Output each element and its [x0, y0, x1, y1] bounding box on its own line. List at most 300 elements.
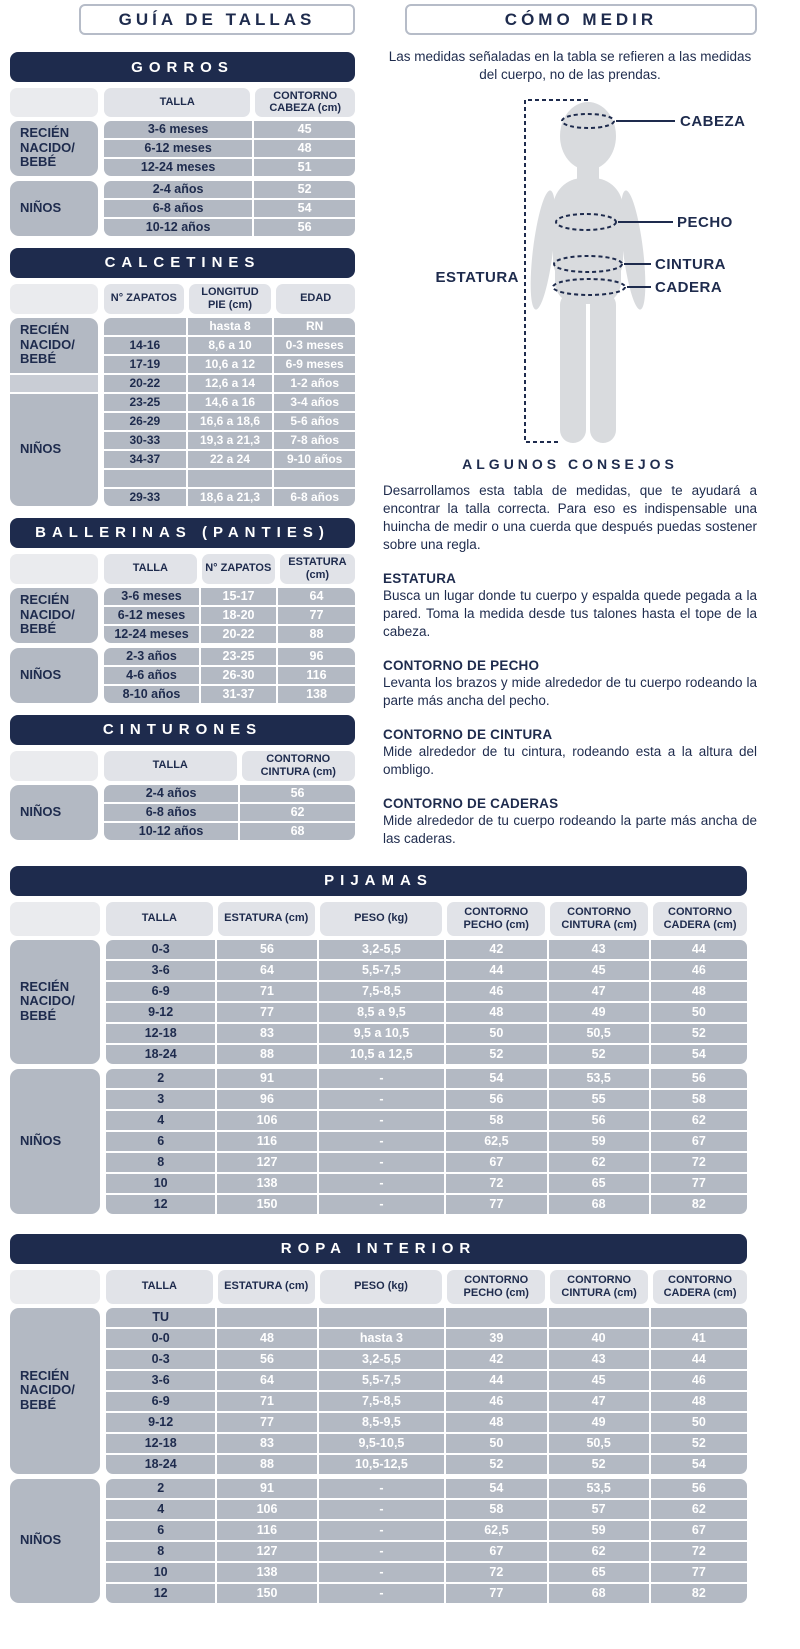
table-row — [104, 159, 355, 176]
tip-heading: CONTORNO DE CINTURA — [383, 727, 553, 743]
ropa-interior-section — [10, 1234, 747, 1603]
table-group — [10, 648, 355, 703]
consejos-text: Desarrollamos esta tabla de medidas, que te ayudará a encontrar la talla correcta. Para eso es indispensable una huincha de medir o una cuerda que después puedas sostener sobre una regla. — [383, 483, 757, 553]
table-cell: 9-10 años — [274, 451, 355, 468]
table-cell: 23-25 — [201, 648, 276, 665]
table-cell: 4 — [106, 1111, 215, 1130]
tip-text: Mide alrededor de tu cuerpo rodeando la parte más ancha de las caderas. — [383, 812, 757, 846]
group-label: RECIÉN NACIDO/ BEBÉ — [10, 1308, 100, 1474]
table-cell — [319, 1308, 445, 1327]
table-row — [106, 1195, 747, 1214]
tip-text: Busca un lugar donde tu cuerpo y espalda quede pegada a la pared. Toma la medida desde tus talones hasta el tope de la cabeza. — [383, 588, 757, 640]
table-cell: 72 — [446, 1563, 546, 1582]
table-cell: 82 — [651, 1584, 747, 1603]
row-group-labels — [10, 1308, 100, 1474]
table-row — [106, 1003, 747, 1022]
table-cell: 77 — [651, 1174, 747, 1193]
table-cell: - — [319, 1132, 445, 1151]
table-cell: 50,5 — [549, 1024, 649, 1043]
table-cell: 29-33 — [104, 489, 186, 506]
table-row — [104, 648, 355, 665]
table-cell: 47 — [549, 982, 649, 1001]
table-row — [104, 356, 355, 373]
table-cell: 56 — [549, 1111, 649, 1130]
table-cell: 62 — [549, 1153, 649, 1172]
table-row — [104, 588, 355, 605]
column-header: CONTORNO PECHO (cm) — [447, 1270, 545, 1304]
table-header-cells — [106, 1270, 747, 1304]
table-corner-cell — [10, 88, 98, 117]
table-cell: 48 — [254, 140, 355, 157]
table-cell: - — [319, 1563, 445, 1582]
tip-text: Mide alrededor de tu cintura, rodeando esta a la altura del ombligo. — [383, 744, 757, 777]
table-cell: 3 — [106, 1090, 215, 1109]
row-group-rows — [106, 1308, 747, 1474]
table-row — [104, 200, 355, 217]
table-cell: 56 — [651, 1479, 747, 1498]
table-row — [106, 961, 747, 980]
table-cell: 3,2-5,5 — [319, 940, 445, 959]
table-cell: 5,5-7,5 — [319, 961, 445, 980]
table-cell: 3-6 meses — [104, 588, 199, 605]
column-header: CONTORNO CADERA (cm) — [653, 1270, 747, 1304]
table-row — [106, 1434, 747, 1453]
table-cell: 18,6 a 21,3 — [188, 489, 273, 506]
column-header: TALLA — [104, 751, 237, 781]
table-cell: 6 — [106, 1132, 215, 1151]
top-section — [10, 4, 790, 852]
table-corner-cell — [10, 1270, 100, 1304]
table-row — [106, 1308, 747, 1327]
table-row — [106, 1045, 747, 1064]
table-row — [106, 1132, 747, 1151]
table-cell: 88 — [217, 1045, 316, 1064]
column-header: N° ZAPATOS — [104, 284, 184, 314]
table-cell — [549, 1308, 649, 1327]
table-cell: 14-16 — [104, 337, 186, 354]
table-cell — [188, 470, 273, 487]
table-cell: 77 — [217, 1413, 316, 1432]
table-cell: 8,5 a 9,5 — [319, 1003, 445, 1022]
table-cell: 59 — [549, 1521, 649, 1540]
cadera-label: CADERA — [655, 279, 723, 297]
table-row — [104, 432, 355, 449]
table-row — [104, 823, 355, 840]
table-cell: 45 — [254, 121, 355, 138]
table-cell — [446, 1308, 546, 1327]
table-header-row — [10, 284, 355, 314]
table-cell: 48 — [446, 1003, 546, 1022]
table-cell: 5-6 años — [274, 413, 355, 430]
column-header: TALLA — [104, 554, 197, 584]
table-cell: 47 — [549, 1392, 649, 1411]
tip-heading: CONTORNO DE CADERAS — [383, 795, 559, 811]
table-cell: 64 — [217, 961, 316, 980]
table-cell: 4-6 años — [104, 667, 199, 684]
table-cell: 150 — [217, 1584, 316, 1603]
table-cell: 14,6 a 16 — [188, 394, 273, 411]
table-cell: 6-12 meses — [104, 607, 199, 624]
table-cell: 10,5-12,5 — [319, 1455, 445, 1474]
contorno-cintura-tip — [383, 727, 757, 779]
table-cell: - — [319, 1111, 445, 1130]
table-group — [10, 940, 747, 1064]
table-cell: 12-18 — [106, 1434, 215, 1453]
table-corner-cell — [10, 284, 98, 314]
group-label: RECIÉN NACIDO/ BEBÉ — [10, 318, 98, 373]
table-cell: 46 — [446, 982, 546, 1001]
table-cell: 59 — [549, 1132, 649, 1151]
table-cell: 3-6 meses — [104, 121, 252, 138]
table-cell: 68 — [549, 1584, 649, 1603]
table-cell: 52 — [549, 1045, 649, 1064]
table-cell: 116 — [217, 1132, 316, 1151]
table-row — [104, 394, 355, 411]
table-cell: 22 a 24 — [188, 451, 273, 468]
cinturones-title-bar: CINTURONES — [10, 715, 355, 745]
table-cell: 52 — [446, 1455, 546, 1474]
column-header: PESO (kg) — [320, 902, 443, 936]
group-label: NIÑOS — [10, 648, 98, 703]
table-cell: 7,5-8,5 — [319, 1392, 445, 1411]
table-cell: 26-29 — [104, 413, 186, 430]
table-cell: 2-4 años — [104, 181, 252, 198]
table-row — [104, 219, 355, 236]
table-cell: 48 — [217, 1329, 316, 1348]
group-label: RECIÉN NACIDO/ BEBÉ — [10, 121, 98, 176]
table-cell: 6-8 años — [274, 489, 355, 506]
table-cell: 53,5 — [549, 1069, 649, 1088]
ballerinas-table — [10, 554, 355, 703]
table-cell: 2-3 años — [104, 648, 199, 665]
ropa-interior-title-bar: ROPA INTERIOR — [10, 1234, 747, 1264]
contorno-pecho-tip — [383, 658, 757, 710]
table-cell: - — [319, 1500, 445, 1519]
table-cell: 88 — [217, 1455, 316, 1474]
table-cell: 12-18 — [106, 1024, 215, 1043]
table-row — [106, 1392, 747, 1411]
tip-text: Levanta los brazos y mide alrededor de tu cuerpo rodeando la parte más ancha del pecho. — [383, 675, 757, 709]
table-cell: 10 — [106, 1174, 215, 1193]
table-cell: 54 — [651, 1455, 747, 1474]
table-cell: 6-12 meses — [104, 140, 252, 157]
table-cell: 2-4 años — [104, 785, 238, 802]
table-cell: 10-12 años — [104, 219, 252, 236]
table-row — [104, 489, 355, 506]
row-group-rows — [104, 785, 355, 840]
table-cell: 65 — [549, 1174, 649, 1193]
table-cell: 56 — [446, 1090, 546, 1109]
table-cell: 43 — [549, 1350, 649, 1369]
page-title: GUÍA DE TALLAS — [79, 4, 355, 35]
table-cell: - — [319, 1195, 445, 1214]
table-cell: 116 — [217, 1521, 316, 1540]
table-group — [10, 785, 355, 840]
table-header-row — [10, 751, 355, 781]
table-cell — [274, 470, 355, 487]
table-cell: 138 — [278, 686, 355, 703]
calcetines-table — [10, 284, 355, 506]
table-cell: 48 — [446, 1413, 546, 1432]
table-cell: 62 — [240, 804, 355, 821]
group-label: NIÑOS — [10, 1069, 100, 1214]
table-cell: 56 — [217, 940, 316, 959]
table-cell: RN — [274, 318, 355, 335]
table-cell: 53,5 — [549, 1479, 649, 1498]
table-cell: 8 — [106, 1542, 215, 1561]
table-cell: 44 — [651, 1350, 747, 1369]
calcetines-title-bar: CALCETINES — [10, 248, 355, 278]
table-cell — [651, 1308, 747, 1327]
table-cell: - — [319, 1069, 445, 1088]
table-cell: 68 — [240, 823, 355, 840]
table-cell: 127 — [217, 1542, 316, 1561]
size-tables-column — [10, 4, 355, 852]
column-header: CONTORNO CINTURA (cm) — [550, 902, 648, 936]
table-cell: 6-9 — [106, 1392, 215, 1411]
group-label: NIÑOS — [10, 1479, 100, 1603]
table-cell: 56 — [254, 219, 355, 236]
table-cell: 49 — [549, 1003, 649, 1022]
row-group-rows — [104, 648, 355, 703]
table-header-row — [10, 1270, 747, 1304]
table-header-cells — [104, 284, 355, 314]
table-cell: 12,6 a 14 — [188, 375, 273, 392]
table-row — [104, 451, 355, 468]
table-cell: 0-3 meses — [274, 337, 355, 354]
table-cell: hasta 8 — [188, 318, 273, 335]
table-row — [106, 1563, 747, 1582]
table-cell: 9-12 — [106, 1003, 215, 1022]
table-row — [104, 413, 355, 430]
table-cell: 46 — [651, 961, 747, 980]
table-cell: 52 — [651, 1434, 747, 1453]
measure-intro-text: Las medidas señaladas en la tabla se refieren a las medidas del cuerpo, no de las prendas. — [388, 49, 752, 83]
table-cell: 127 — [217, 1153, 316, 1172]
table-cell: 50 — [446, 1024, 546, 1043]
table-corner-cell — [10, 751, 98, 781]
table-cell: 44 — [651, 940, 747, 959]
table-cell: 50 — [446, 1434, 546, 1453]
row-group-rows — [104, 318, 355, 506]
column-header: EDAD — [276, 284, 355, 314]
table-header-cells — [104, 88, 355, 117]
table-cell: 62,5 — [446, 1132, 546, 1151]
table-cell: 138 — [217, 1174, 316, 1193]
tip-heading: ESTATURA — [383, 571, 457, 587]
pijamas-table — [10, 902, 747, 1214]
column-header: CONTORNO CADERA (cm) — [653, 902, 747, 936]
table-row — [106, 1153, 747, 1172]
table-row — [106, 1584, 747, 1603]
table-header-cells — [104, 554, 355, 584]
table-cell: 0-3 — [106, 940, 215, 959]
table-row — [106, 1500, 747, 1519]
table-cell: 7-8 años — [274, 432, 355, 449]
table-row — [106, 1024, 747, 1043]
table-cell — [104, 318, 186, 335]
table-row — [106, 1521, 747, 1540]
gorros-title-bar: GORROS — [10, 52, 355, 82]
table-cell: 6-9 — [106, 982, 215, 1001]
table-cell: 6-8 años — [104, 804, 238, 821]
row-group-labels — [10, 181, 98, 236]
table-cell: - — [319, 1521, 445, 1540]
table-cell: 58 — [446, 1111, 546, 1130]
ballerinas-section — [10, 518, 355, 703]
table-cell: 77 — [446, 1195, 546, 1214]
table-cell: 18-20 — [201, 607, 276, 624]
table-cell: 46 — [446, 1392, 546, 1411]
column-header: N° ZAPATOS — [202, 554, 275, 584]
table-cell: 91 — [217, 1069, 316, 1088]
table-row — [106, 1069, 747, 1088]
table-group — [10, 1069, 747, 1214]
row-group-rows — [104, 181, 355, 236]
table-group — [10, 1308, 747, 1474]
table-row — [104, 121, 355, 138]
table-cell: 48 — [651, 1392, 747, 1411]
table-cell: 6-9 meses — [274, 356, 355, 373]
table-row — [106, 1090, 747, 1109]
table-cell: 83 — [217, 1024, 316, 1043]
table-cell: 52 — [446, 1045, 546, 1064]
table-cell: 6 — [106, 1521, 215, 1540]
column-header: TALLA — [106, 902, 213, 936]
table-cell: 57 — [549, 1500, 649, 1519]
table-cell: 20-22 — [201, 626, 276, 643]
table-cell: 55 — [549, 1090, 649, 1109]
table-cell: 54 — [651, 1045, 747, 1064]
row-group-rows — [106, 1479, 747, 1603]
table-cell: - — [319, 1542, 445, 1561]
column-header: ESTATURA (cm) — [218, 902, 315, 936]
table-cell: 54 — [446, 1479, 546, 1498]
cinturones-section — [10, 715, 355, 840]
group-label: RECIÉN NACIDO/ BEBÉ — [10, 588, 98, 643]
table-cell: 8 — [106, 1153, 215, 1172]
table-corner-cell — [10, 902, 100, 936]
table-cell: 62,5 — [446, 1521, 546, 1540]
table-row — [104, 686, 355, 703]
row-group-labels — [10, 785, 98, 840]
table-cell: 71 — [217, 1392, 316, 1411]
table-cell: 10,5 a 12,5 — [319, 1045, 445, 1064]
table-cell: 48 — [651, 982, 747, 1001]
table-cell: 62 — [651, 1111, 747, 1130]
table-cell: - — [319, 1174, 445, 1193]
table-cell: 77 — [446, 1584, 546, 1603]
table-cell: 15-17 — [201, 588, 276, 605]
column-header: CONTORNO PECHO (cm) — [447, 902, 545, 936]
table-cell: 88 — [278, 626, 355, 643]
calcetines-section — [10, 248, 355, 506]
table-cell: 45 — [549, 961, 649, 980]
table-cell: 12-24 meses — [104, 626, 199, 643]
row-group-labels — [10, 648, 98, 703]
table-cell: 31-37 — [201, 686, 276, 703]
table-cell: 3-6 — [106, 1371, 215, 1390]
table-cell: 4 — [106, 1500, 215, 1519]
table-cell: 77 — [278, 607, 355, 624]
ballerinas-title-bar: BALLERINAS (PANTIES) — [10, 518, 355, 548]
table-cell: 83 — [217, 1434, 316, 1453]
table-cell: 0-3 — [106, 1350, 215, 1369]
contorno-caderas-tip — [383, 796, 757, 848]
table-cell — [217, 1308, 316, 1327]
row-group-labels — [10, 1479, 100, 1603]
table-cell: 42 — [446, 940, 546, 959]
table-cell: 62 — [549, 1542, 649, 1561]
table-cell: 1-2 años — [274, 375, 355, 392]
table-header-cells — [104, 751, 355, 781]
group-label: RECIÉN NACIDO/ BEBÉ — [10, 940, 100, 1064]
table-row — [104, 785, 355, 802]
table-row — [104, 318, 355, 335]
table-cell: - — [319, 1153, 445, 1172]
table-header-row — [10, 554, 355, 584]
table-cell: 44 — [446, 1371, 546, 1390]
como-medir-title: CÓMO MEDIR — [405, 4, 757, 35]
table-cell: 150 — [217, 1195, 316, 1214]
cabeza-label: CABEZA — [680, 113, 746, 131]
table-cell: 72 — [651, 1153, 747, 1172]
table-row — [104, 337, 355, 354]
table-cell: 72 — [651, 1542, 747, 1561]
table-cell: 67 — [446, 1542, 546, 1561]
table-cell: 34-37 — [104, 451, 186, 468]
table-cell: 116 — [278, 667, 355, 684]
table-row — [106, 1371, 747, 1390]
estatura-tip — [383, 571, 757, 641]
table-cell: 68 — [549, 1195, 649, 1214]
table-cell: 91 — [217, 1479, 316, 1498]
gorros-section — [10, 52, 355, 236]
table-cell: 41 — [651, 1329, 747, 1348]
table-row — [104, 181, 355, 198]
table-cell: 19,3 a 21,3 — [188, 432, 273, 449]
group-label: NIÑOS — [10, 785, 98, 840]
table-cell: 51 — [254, 159, 355, 176]
table-cell: 8,6 a 10 — [188, 337, 273, 354]
cintura-label: CINTURA — [655, 256, 726, 274]
table-row — [106, 940, 747, 959]
table-cell: 18-24 — [106, 1455, 215, 1474]
table-row — [106, 1413, 747, 1432]
tip-heading: CONTORNO DE PECHO — [383, 658, 540, 674]
table-row — [106, 1174, 747, 1193]
table-cell: 62 — [651, 1500, 747, 1519]
pijamas-title-bar: PIJAMAS — [10, 866, 747, 896]
table-cell: 54 — [446, 1069, 546, 1088]
table-cell: 56 — [217, 1350, 316, 1369]
table-cell: 5,5-7,5 — [319, 1371, 445, 1390]
gorros-table — [10, 88, 355, 236]
table-cell: 96 — [278, 648, 355, 665]
column-header: CONTORNO CINTURA (cm) — [242, 751, 355, 781]
table-cell: 30-33 — [104, 432, 186, 449]
consejos-title: ALGUNOS CONSEJOS — [462, 456, 678, 473]
table-cell: 3-6 — [106, 961, 215, 980]
group-label: NIÑOS — [10, 394, 98, 506]
table-cell: 7,5-8,5 — [319, 982, 445, 1001]
table-cell: 96 — [217, 1090, 316, 1109]
table-cell: 50,5 — [549, 1434, 649, 1453]
table-cell: 2 — [106, 1069, 215, 1088]
table-cell: 67 — [651, 1132, 747, 1151]
table-cell: 16,6 a 18,6 — [188, 413, 273, 430]
table-cell: 50 — [651, 1413, 747, 1432]
